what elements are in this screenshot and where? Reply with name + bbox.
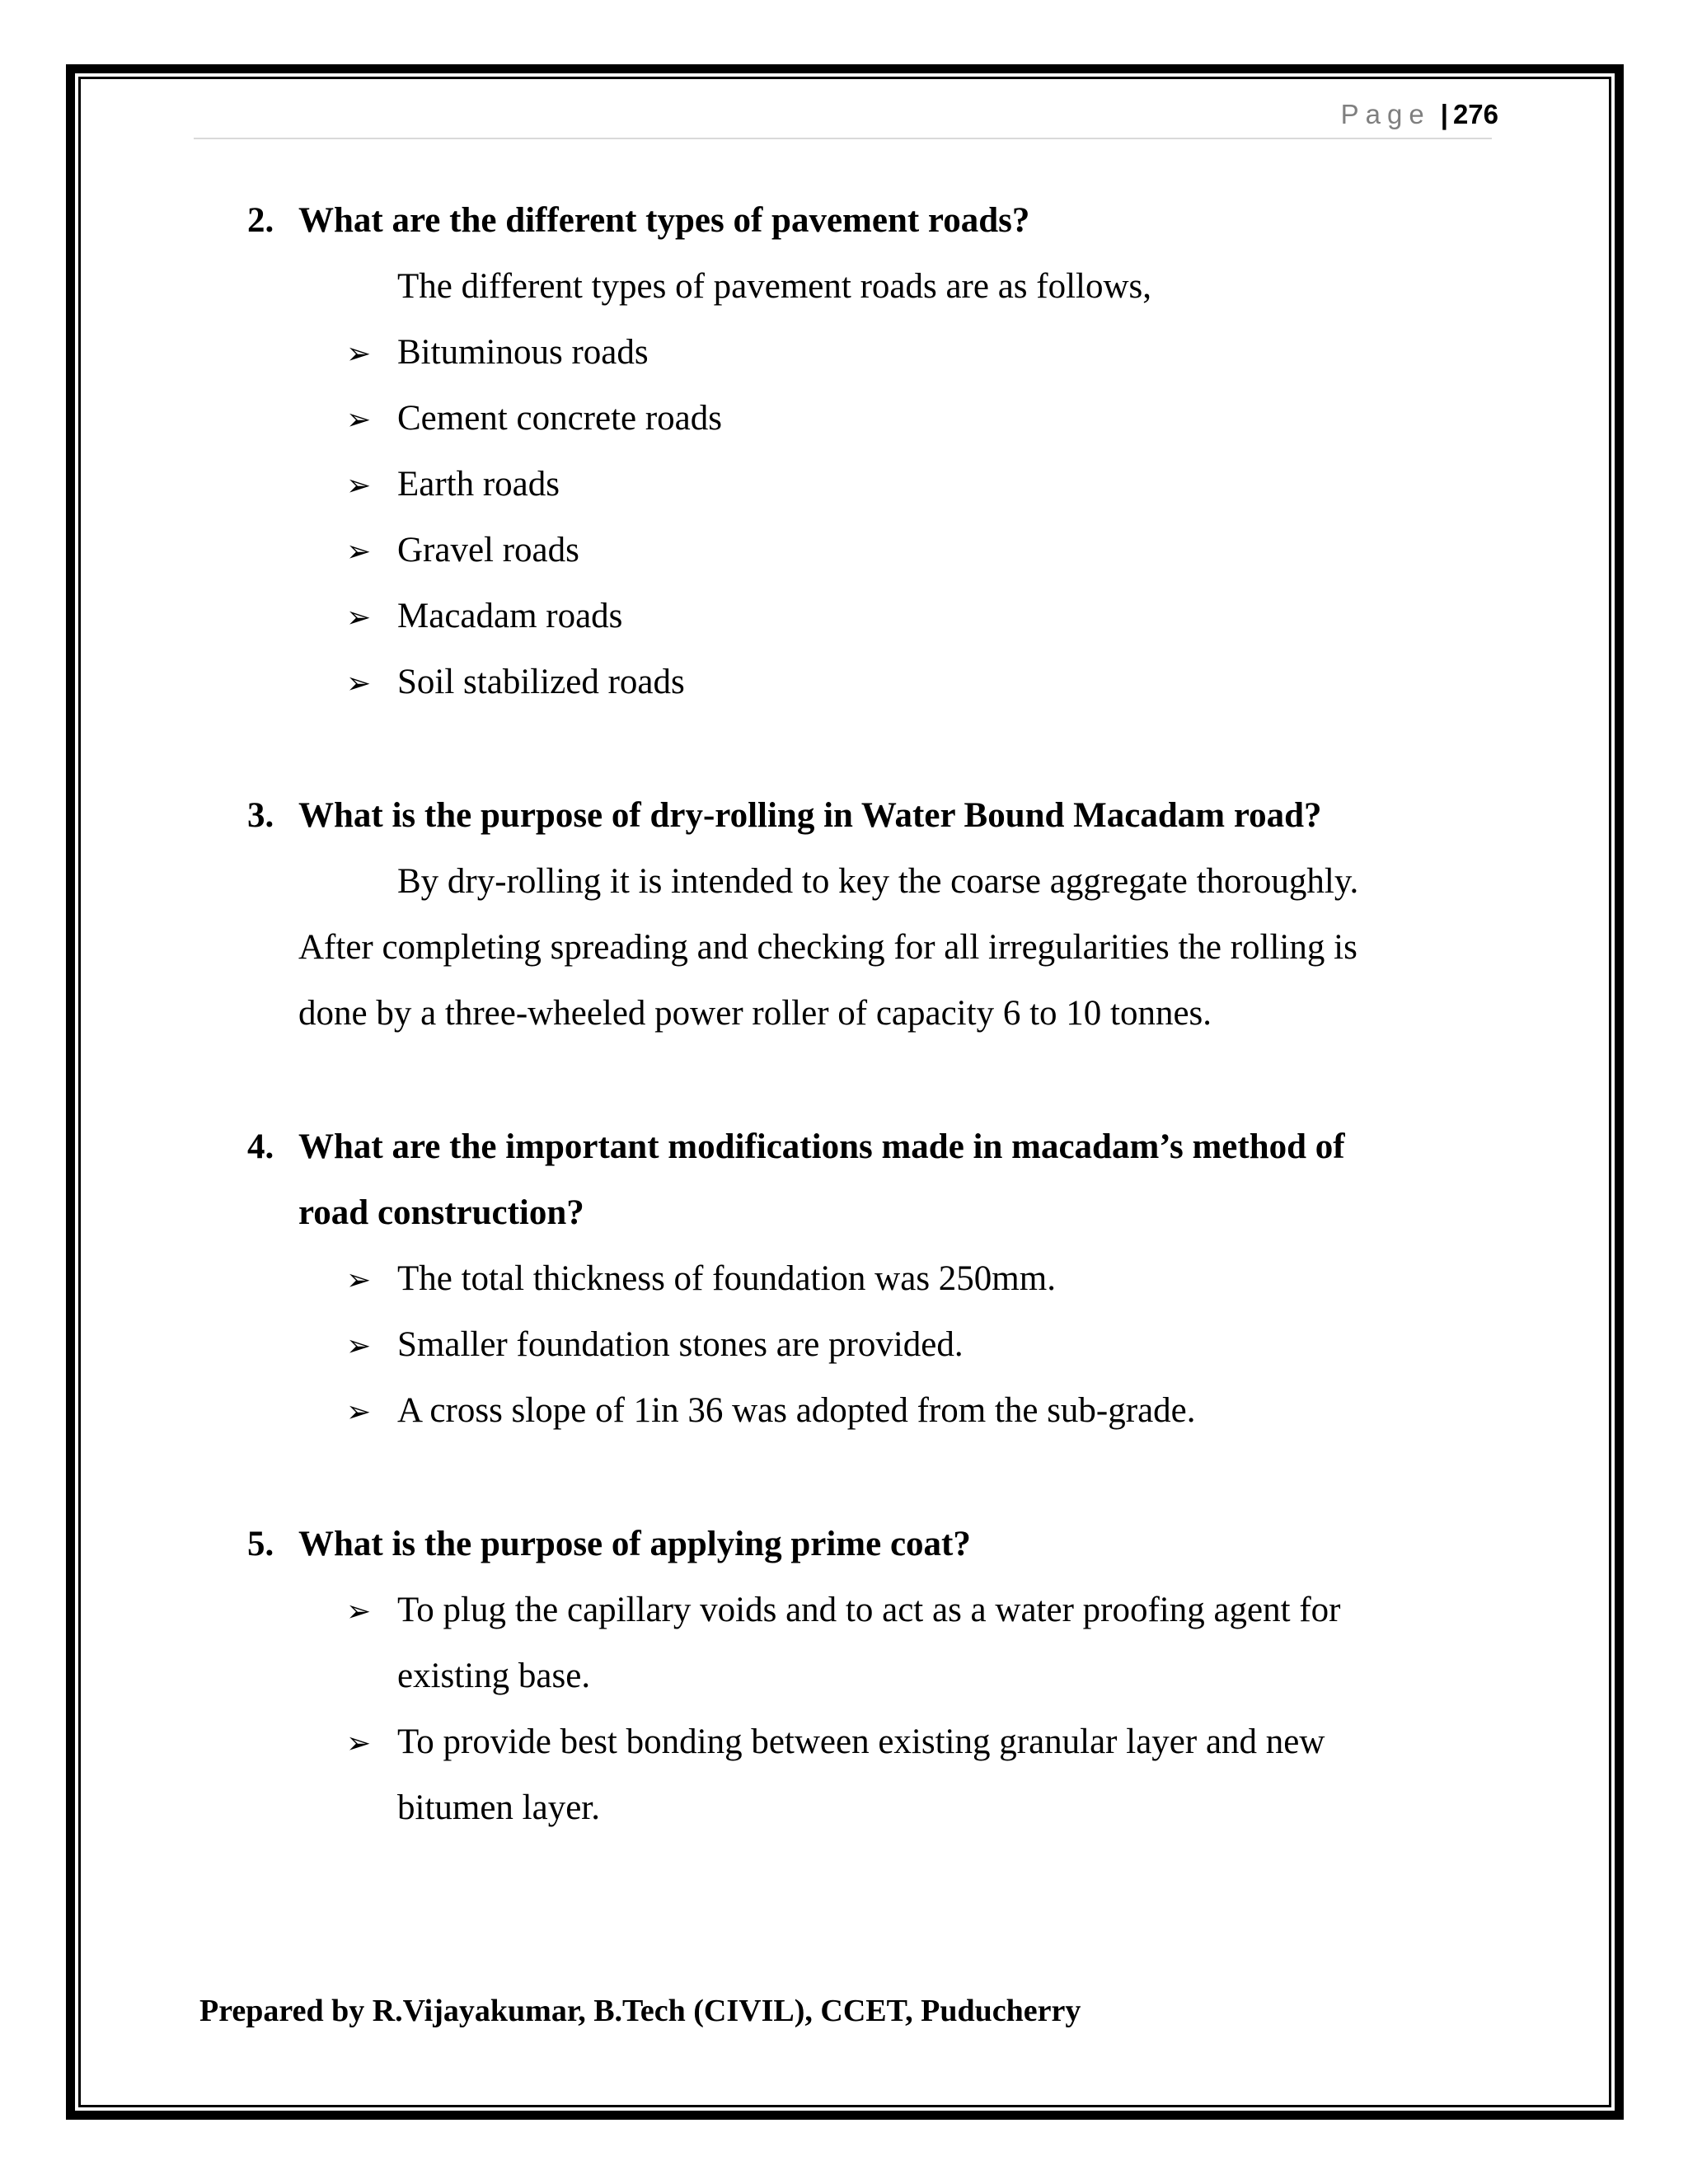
list-item-text: Smaller foundation stones are provided. xyxy=(397,1325,964,1364)
question-4 xyxy=(247,1114,1345,1180)
question-3 xyxy=(247,783,1322,849)
question-2 xyxy=(247,188,1029,254)
question-number: 2. xyxy=(247,201,274,240)
page-header xyxy=(1341,99,1498,130)
list-item xyxy=(346,1709,1325,1777)
arrowhead-icon: ➢ xyxy=(346,1329,372,1363)
list-item xyxy=(346,518,579,585)
list-item-text: Gravel roads xyxy=(397,531,579,569)
list-item-text: To provide best bonding between existing granular layer and new xyxy=(397,1722,1325,1761)
answer-line: By dry-rolling it is intended to key the coarse aggregate thoroughly. xyxy=(397,862,1359,901)
question-text: What is the purpose of dry-rolling in Water Bound Macadam road? xyxy=(298,796,1322,835)
arrowhead-icon: ➢ xyxy=(346,1263,372,1297)
answer-line: After completing spreading and checking for all irregularities the rolling is xyxy=(298,928,1357,967)
list-item xyxy=(346,320,649,387)
list-item-text: Macadam roads xyxy=(397,597,623,635)
page-border-inner xyxy=(78,77,1611,2107)
list-item-text: Cement concrete roads xyxy=(397,399,722,438)
list-item-text: A cross slope of 1in 36 was adopted from the sub-grade. xyxy=(397,1391,1196,1430)
list-item-continued: bitumen layer. xyxy=(397,1788,600,1827)
list-item xyxy=(346,583,622,651)
list-item-text: To plug the capillary voids and to act as a water proofing agent for xyxy=(397,1591,1341,1629)
header-rule xyxy=(194,138,1492,139)
arrowhead-icon: ➢ xyxy=(346,1595,372,1629)
question-number: 5. xyxy=(247,1525,274,1563)
question-text-continued: road construction? xyxy=(298,1193,584,1232)
arrowhead-icon: ➢ xyxy=(346,535,372,569)
question-5 xyxy=(247,1511,971,1577)
list-item xyxy=(346,1312,964,1380)
arrowhead-icon: ➢ xyxy=(346,601,372,635)
list-item xyxy=(346,1577,1340,1645)
question-number: 4. xyxy=(247,1127,274,1166)
q2-intro: The different types of pavement roads are as follows, xyxy=(397,267,1152,306)
arrowhead-icon: ➢ xyxy=(346,403,372,437)
list-item xyxy=(346,649,685,717)
arrowhead-icon: ➢ xyxy=(346,469,372,503)
page-label: Page xyxy=(1340,99,1431,129)
question-text: What is the purpose of applying prime coat? xyxy=(298,1525,971,1563)
question-text: What are the different types of pavement roads? xyxy=(298,201,1030,240)
list-item-text: The total thickness of foundation was 250mm. xyxy=(397,1259,1056,1298)
list-item-continued: existing base. xyxy=(397,1657,591,1695)
list-item xyxy=(346,452,560,519)
list-item xyxy=(346,1246,1056,1314)
arrowhead-icon: ➢ xyxy=(346,1727,372,1760)
page-number: 276 xyxy=(1452,99,1498,129)
list-item xyxy=(346,1378,1196,1446)
question-number: 3. xyxy=(247,796,274,835)
list-item-text: Soil stabilized roads xyxy=(397,663,685,701)
question-text: What are the important modifications made in macadam’s method of xyxy=(298,1127,1345,1166)
list-item-text: Bituminous roads xyxy=(397,333,649,372)
list-item-text: Earth roads xyxy=(397,465,560,504)
answer-line: done by a three-wheeled power roller of capacity 6 to 10 tonnes. xyxy=(298,994,1212,1033)
arrowhead-icon: ➢ xyxy=(346,1395,372,1429)
list-item xyxy=(346,386,722,453)
arrowhead-icon: ➢ xyxy=(346,337,372,371)
footer-author: Prepared by R.Vijayakumar, B.Tech (CIVIL), CCET, Puducherry xyxy=(199,1994,1081,2028)
page-separator: | xyxy=(1440,99,1448,129)
arrowhead-icon: ➢ xyxy=(346,667,372,701)
